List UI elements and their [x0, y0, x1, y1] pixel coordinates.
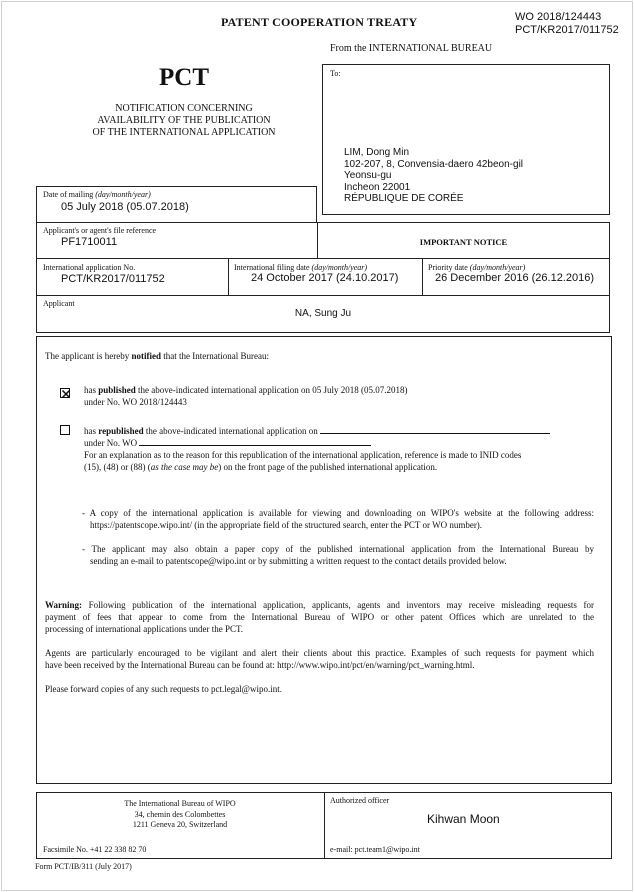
application-number-header: PCT/KR2017/011752: [515, 24, 619, 36]
reference-row: [36, 222, 610, 259]
publication-number: WO 2018/124443: [515, 11, 602, 23]
explanation-line2-start: (15), (48) or (88) (: [84, 462, 151, 472]
republished-number-blank[interactable]: [139, 437, 371, 446]
published-option-line1: [84, 384, 407, 396]
filing-date-label: [234, 263, 367, 272]
republished-option-line2: [84, 437, 550, 449]
explanation-line1: For an explanation as to the reason for this republication of the international application, reference is made to INID codes: [84, 450, 522, 460]
treaty-title: PATENT COOPERATION TREATY: [221, 15, 418, 29]
facsimile-number: Facsimile No. +41 22 338 82 70: [43, 845, 147, 854]
intro-text-end: that the International Bureau:: [160, 351, 269, 361]
warning-line3: processing of international applications under the PCT.: [45, 624, 244, 634]
bullet-copy-line2: https://patentscope.wipo.int/ (in the appropriate field of the structured search, enter the PCT or WO number).: [90, 520, 483, 530]
republished-text-end: the above-indicated international application on: [143, 426, 318, 436]
bullet-paper-copy: [82, 543, 594, 567]
applicant-label: Applicant: [43, 299, 75, 308]
application-divider-1: [228, 259, 229, 295]
applicant-row: [36, 295, 610, 333]
warning-line2: payment of fees that appear to come from the International Bureau of WIPO or other patent Offices which are unrelated to the: [45, 612, 594, 622]
address-block: [344, 147, 523, 205]
notification-title: [30, 103, 338, 139]
warning-line1: [45, 599, 594, 611]
bureau-line3: 1211 Geneva 20, Switzerland: [132, 820, 228, 829]
bullet-copy-available: [82, 507, 594, 531]
checkbox-x-icon: [61, 389, 71, 399]
address-line-2: 102-207, 8, Convensia-daero 42beon-gil: [344, 158, 524, 170]
mailing-date-value: 05 July 2018 (05.07.2018): [61, 201, 189, 213]
footer-box: [36, 792, 612, 859]
explanation-line2-end: ) on the front page of the published international application.: [218, 462, 438, 472]
intro-text-start: The applicant is hereby: [45, 351, 132, 361]
mailing-date-label-text: Date of mailing: [43, 190, 96, 199]
priority-date-label-text: Priority date: [428, 263, 470, 272]
form-number: Form PCT/IB/311 (July 2017): [35, 862, 132, 871]
explanation-line2-italic: as the case may be: [150, 462, 219, 472]
agents-line2: have been received by the International Bureau can be found at: http://www.wipo.int/pct/en/warning/pct_warning.html.: [45, 660, 475, 670]
published-option: [84, 384, 407, 408]
agents-line1: Agents are particularly encouraged to be vigilant and alert their clients about this practice. Examples of such requests for payment which: [45, 648, 594, 658]
warning-paragraph: [45, 599, 594, 635]
republished-text-bold: republished: [98, 426, 144, 436]
republished-text-start: has: [84, 426, 99, 436]
file-reference-label: Applicant's or agent's file reference: [43, 226, 157, 235]
agents-paragraph: [45, 647, 594, 671]
notification-title-line1: NOTIFICATION CONCERNING: [115, 103, 253, 114]
address-box: [322, 64, 610, 215]
bullet-paper-line1: - The applicant may also obtain a paper copy of the published international application from the International Bureau by: [82, 544, 594, 554]
application-number-label: International application No.: [43, 263, 136, 272]
bullet-paper-line2: sending an e-mail to patentscope@wipo.int or by submitting a written request to the contact details provided below.: [90, 556, 507, 566]
priority-date-label: [428, 263, 525, 272]
explanation-line2: [84, 461, 550, 473]
bureau-address: [37, 799, 323, 831]
forward-requests: Please forward copies of any such requests to pct.legal@wipo.int.: [45, 684, 282, 694]
authorized-officer-label: Authorized officer: [330, 796, 390, 805]
mailing-date-label-format: (day/month/year): [95, 190, 151, 199]
notification-title-line2: AVAILABILITY OF THE PUBLICATION: [97, 115, 271, 126]
filing-date-label-format: (day/month/year): [311, 263, 368, 272]
bullet-copy-line1: - A copy of the international application is available for viewing and downloading on WIPO's website at the following address:: [82, 508, 594, 518]
main-notice-box: [36, 336, 612, 784]
mailing-date-box: [36, 186, 317, 223]
file-reference-value: PF1710011: [61, 236, 118, 248]
officer-email[interactable]: e-mail: pct.team1@wipo.int: [330, 845, 420, 854]
address-line-4: Incheon 22001: [344, 181, 411, 193]
address-line-3: Yeonsu-gu: [344, 170, 392, 181]
published-text-end: the above-indicated international application on 05 July 2018 (05.07.2018): [135, 385, 408, 395]
intro-text: [45, 350, 269, 362]
officer-name: Kihwan Moon: [427, 812, 500, 826]
published-text-bold: published: [98, 385, 136, 395]
address-line-1: LIM, Dong Min: [344, 147, 410, 158]
warning-line1-text: Following publication of the international application, applicants, agents and inventors may receive misleading requests for: [82, 600, 594, 610]
filing-date-label-text: International filing date: [234, 263, 312, 272]
priority-date-label-format: (day/month/year): [469, 263, 526, 272]
to-label: To:: [330, 69, 341, 78]
notification-title-line3: OF THE INTERNATIONAL APPLICATION: [92, 127, 276, 138]
published-text-start: has: [84, 385, 99, 395]
filing-date-value: 24 October 2017 (24.10.2017): [251, 272, 399, 284]
bureau-line1: The International Bureau of WIPO: [124, 799, 236, 808]
footer-divider: [324, 793, 325, 858]
priority-date-value: 26 December 2016 (26.12.2016): [435, 272, 594, 284]
pct-title: PCT: [159, 64, 209, 91]
republished-checkbox[interactable]: [60, 425, 70, 435]
address-line-5: RÉPUBLIQUE DE CORÉE: [344, 193, 464, 204]
published-checkbox[interactable]: [60, 388, 70, 398]
republished-date-blank[interactable]: [320, 425, 550, 434]
applicant-value: NA, Sung Ju: [294, 308, 352, 319]
application-number-value: PCT/KR2017/011752: [61, 273, 165, 285]
republished-option-line1: [84, 425, 550, 437]
from-line: From the INTERNATIONAL BUREAU: [330, 43, 493, 54]
mailing-date-label: [43, 190, 151, 199]
published-option-line2: under No. WO 2018/124443: [84, 397, 187, 407]
application-divider-2: [422, 259, 423, 295]
intro-text-bold: notified: [131, 351, 161, 361]
important-notice: IMPORTANT NOTICE: [419, 237, 508, 247]
republished-option: [84, 425, 550, 473]
application-row: [36, 258, 610, 296]
republished-under-text: under No. WO: [84, 438, 138, 448]
warning-label: Warning:: [45, 600, 83, 610]
bureau-line2: 34, chemin des Colombettes: [134, 809, 226, 819]
